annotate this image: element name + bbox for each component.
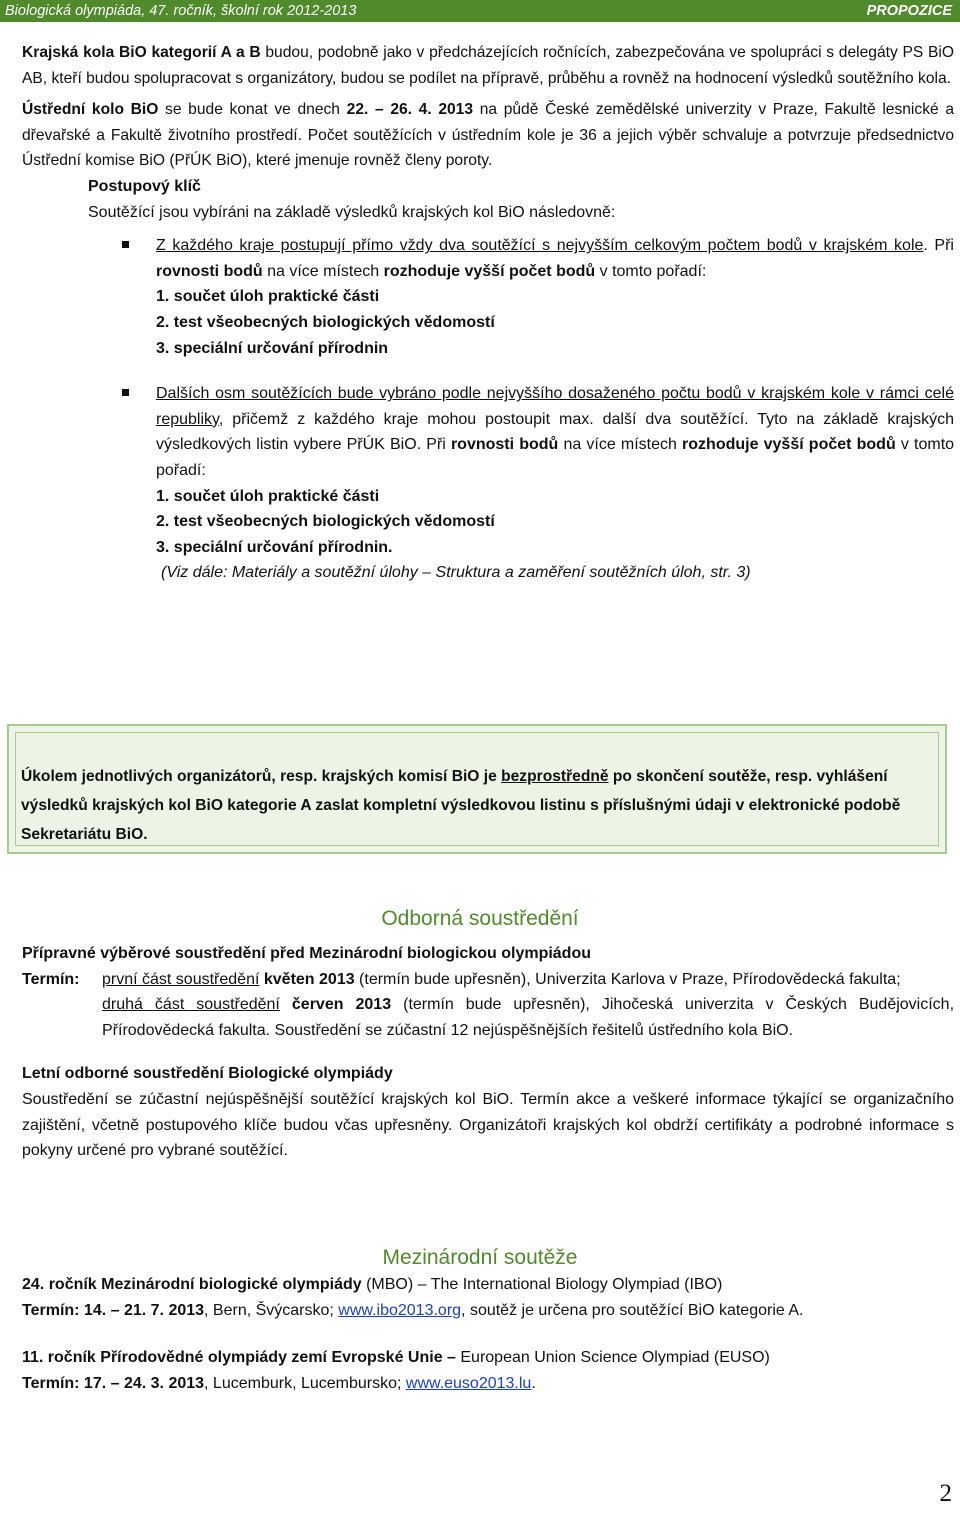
termin-block: Termín: první část soustředění květen 2013 (termín bude upřesněn), Univerzita Karlova v Praze, Přírodovědecká fakulta; druhá část soustředění červen 2013 (termín bude upřesněn), Jihočeská univerzita v Českých Budějovicích, Přírodovědecká fakulta. Soustředění se zúčastní 12 nejúspěšnějších řešitelů ústředního kola BiO. <box>22 967 954 1044</box>
letni-soustredeni-heading: Letní odborné soustředění Biologické olympiády <box>22 1065 393 1083</box>
page-number: 2 <box>939 1480 952 1507</box>
bullet-2: Dalších osm soutěžících bude vybráno podle nejvyššího dosaženého počtu bodů v krajském kole v rámci celé republiky, přičemž z každého kraje mohou postoupit max. další dva soutěžící. Tyto na základě krajských výsledkových listin vybere PřÚK BiO. Při rovnosti bodů na více místech rozhoduje vyšší počet bodů v tomto pořadí: 1. součet úloh praktické části 2. test všeobecných biologických vědomostí 3. speciální určování přírodnin. (Viz dále: Materiály a soutěžní úlohy – Struktura a zaměření soutěžních úloh, str. 3) <box>22 381 954 586</box>
ustredni-kolo-label: Ústřední kolo BiO <box>22 101 159 119</box>
ibo-term-line: Termín: 14. – 21. 7. 2013, Bern, Švýcarsko; www.ibo2013.org, soutěž je určena pro soutěžící BiO kategorie A. <box>22 1301 804 1319</box>
euso-link[interactable]: www.euso2013.lu <box>405 1374 532 1392</box>
key-subtitle: Soutěžící jsou vybíráni na základě výsledků krajských kol BiO následovně: <box>88 203 616 221</box>
criteria-item: 3. speciální určování přírodnin <box>156 339 389 357</box>
krajska-kola-label: Krajská kola BiO kategorií A a B <box>22 44 261 61</box>
intro-paragraph-1: Krajská kola BiO kategorií A a B budou, podobně jako v předcházejících ročnících, zabezpečována ve spolupráci s delegáty PS BiO AB, kteří budou spolupracovat s organizátory, budou se podílet na přípravě, průběhu a rovněž na hodnocení výsledků soutěžního kola. <box>22 44 955 87</box>
criteria-item: 3. speciální určování přírodnin. <box>156 538 393 556</box>
main-content <box>22 40 954 586</box>
header-section: PROPOZICE <box>866 3 952 19</box>
ibo-link[interactable]: www.ibo2013.org <box>338 1301 462 1319</box>
odborna-soustredeni-title: Odborná soustředění <box>381 907 579 930</box>
key-title: Postupový klíč <box>88 177 201 195</box>
postupovy-klic <box>88 174 954 225</box>
euso-line: 11. ročník Přírodovědné olympiády zemí Evropské Unie – European Union Science Olympiad (EUSO) <box>22 1349 770 1367</box>
criteria-item: 2. test všeobecných biologických vědomostí <box>156 513 495 531</box>
page-header <box>0 0 960 22</box>
criteria-item: 1. součet úloh praktické části <box>156 288 380 306</box>
letni-soustredeni-text: Soustředění se zúčastní nejúspěšnější soutěžící krajských kol BiO. Termín akce a veškeré informace týkající se organizačního zajištění, včetně postupového klíče budou včas upřesněny. Organizátoři krajských kol obdrží certifikáty a podrobné informace s pokyny určené pro vybrané soutěžící. <box>22 1090 954 1160</box>
bullet-square-icon <box>122 389 129 396</box>
intro-paragraph-2: Ústřední kolo BiO se bude konat ve dnech 22. – 26. 4. 2013 na půdě České zemědělské univerzity v Praze, Fakultě lesnické a dřevařské a Fakultě životního prostředí. Počet soutěžících v ústředním kole je 36 a jejich výběr schvaluje a potvrzuje předsednictvo Ústřední komise BiO (PřÚK BiO), které jmenuje rovněž členy poroty. <box>22 101 955 170</box>
mezinarodni-souteze-section <box>22 1272 954 1396</box>
criteria-item: 1. součet úloh praktické části <box>156 487 380 505</box>
pripravne-soustredeni-heading: Přípravné výběrové soustředění před Mezinárodní biologickou olympiádou <box>22 945 591 962</box>
bullet-1: Z každého kraje postupují přímo vždy dva soutěžící s nejvyšším celkovým počtem bodů v krajském kole. Při rovnosti bodů na více místech rozhoduje vyšší počet bodů v tomto pořadí: 1. součet úloh praktické části 2. test všeobecných biologických vědomostí 3. speciální určování přírodnin <box>22 233 954 361</box>
mezinarodni-souteze-title: Mezinárodní soutěže <box>382 1246 578 1269</box>
termin-label: Termín: <box>22 970 80 988</box>
reference-note: (Viz dále: Materiály a soutěžní úlohy – Struktura a zaměření soutěžních úloh, str. 3) <box>161 564 751 582</box>
ustredni-kolo-dates: 22. – 26. 4. 2013 <box>346 101 474 119</box>
notice-box <box>7 724 947 854</box>
ibo-line: 24. ročník Mezinárodní biologické olympiády (MBO) – The International Biology Olympiad (IBO) <box>22 1276 723 1293</box>
header-title: Biologická olympiáda, 47. ročník, školní rok 2012-2013 <box>5 3 357 19</box>
odborna-soustredeni-section <box>22 941 954 1164</box>
bullet-square-icon <box>122 241 129 248</box>
euso-term-line: Termín: 17. – 24. 3. 2013, Lucemburk, Lucembursko; www.euso2013.lu. <box>22 1374 536 1392</box>
notice-text: Úkolem jednotlivých organizátorů, resp. krajských komisí BiO je bezprostředně po skončení soutěže, resp. vyhlášení výsledků krajských kol BiO kategorie A zaslat kompletní výsledkovou listinu s příslušnými údaji v elektronické podobě Sekretariátu BiO. <box>21 768 901 843</box>
criteria-item: 2. test všeobecných biologických vědomostí <box>156 313 495 331</box>
